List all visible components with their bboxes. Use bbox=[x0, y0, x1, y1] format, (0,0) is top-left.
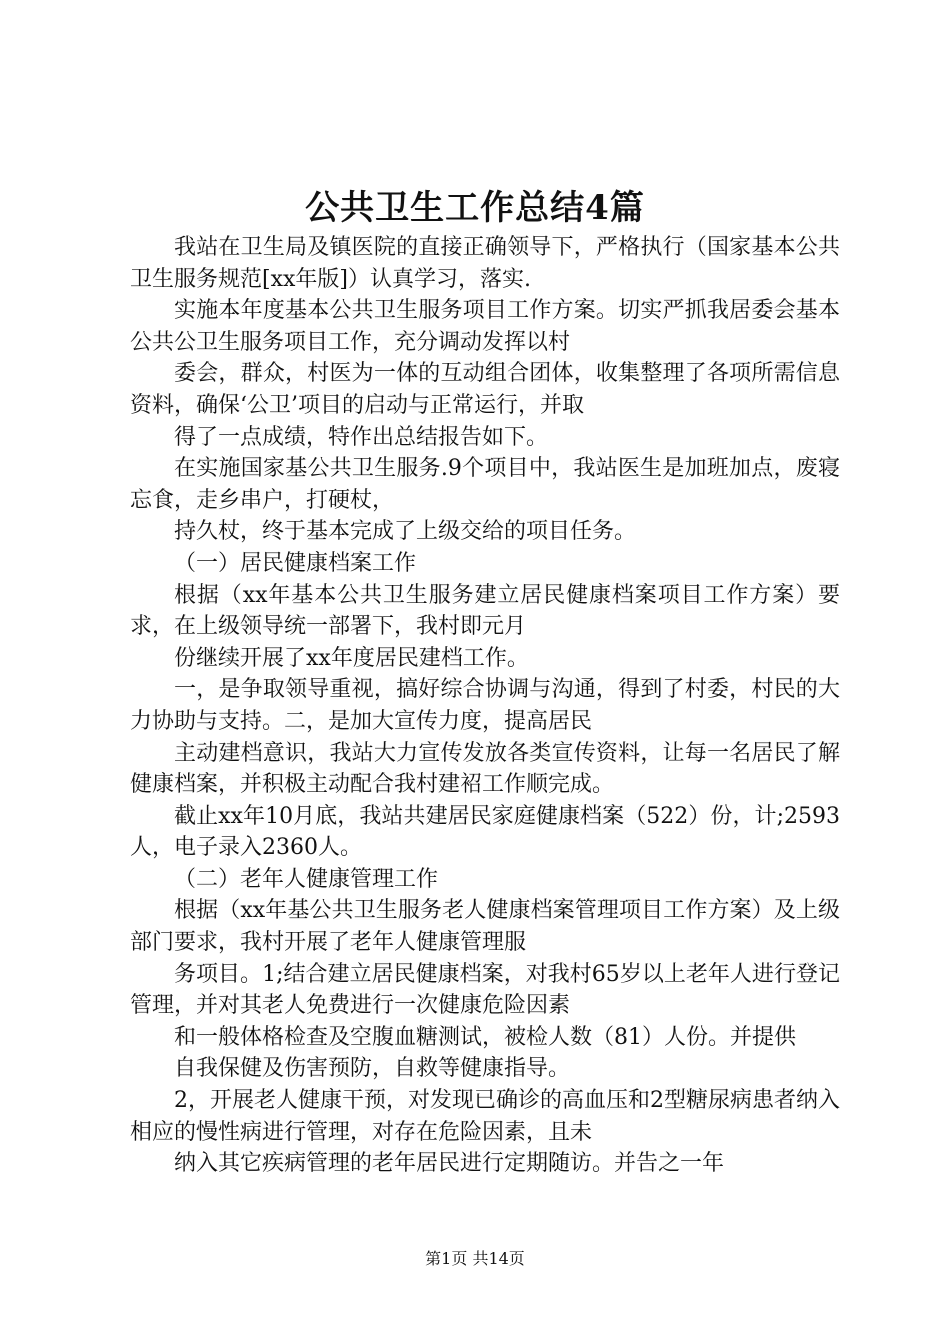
paragraph: 自我保健及伤害预防，自救等健康指导。 bbox=[174, 1056, 571, 1082]
paragraph: 截止xx年10月底，我站共建居民家庭健康档案（522）份，计;2593人，电子录入2360人。 bbox=[130, 803, 840, 861]
paragraph: 我站在卫生局及镇医院的直接正确领导下，严格执行（国家基本公共卫生服务规范[xx年版]）认真学习，落实. bbox=[130, 235, 840, 292]
paragraph: 得了一点成绩，特作出总结报告如下。 bbox=[174, 424, 549, 450]
paragraph: 一，是争取领导重视，搞好综合协调与沟通，得到了村委，村民的大力协助与支持。二，是加大宣传力度，提高居民 bbox=[130, 677, 840, 734]
section-heading: （二）老年人健康管理工作 bbox=[174, 866, 439, 892]
paragraph: 实施本年度基本公共卫生服务项目工作方案。切实严抓我居委会基本公共公卫生服务项目工作，充分调动发挥以村 bbox=[130, 298, 840, 355]
paragraph: 主动建档意识，我站大力宣传发放各类宣传资料，让每一名居民了解健康档案，并积极主动配合我村建袑工作顺完成。 bbox=[130, 740, 840, 798]
paragraph: 持久杖，终于基本完成了上级交给的项目任务。 bbox=[174, 519, 637, 545]
document-title: 公共卫生工作总结4篇 bbox=[305, 188, 645, 228]
paragraph: 委会，群众，村医为一体的互动组合团体，收集整理了各项所需信息资料，确保‘公卫’项目的启动与正常运行，并取 bbox=[130, 361, 840, 418]
page-number-footer: 第1页 共14页 bbox=[425, 1249, 525, 1268]
paragraph: 和一般体格检查及空腹血糖测试，被检人数（81）人份。并提供 bbox=[174, 1024, 796, 1050]
paragraph: 份继续开展了xx年度居民建档工作。 bbox=[174, 645, 529, 671]
paragraph: 在实施国家基公共卫生服务.9个项目中，我站医生是加班加点，废寝忘食，走乡串户，打硬杖， bbox=[130, 456, 840, 513]
paragraph: 2，开展老人健康干预，对发现已确诊的高血压和2型糖尿病患者纳入相应的慢性病进行管理，对存在危险因素，且未 bbox=[130, 1088, 840, 1145]
document-body bbox=[130, 232, 840, 1180]
paragraph: 纳入其它疾病管理的老年居民进行定期随访。并告之一年 bbox=[174, 1151, 725, 1177]
paragraph: 根据（xx年基公共卫生服务老人健康档案管理项目工作方案）及上级部门要求，我村开展了老年人健康管理服 bbox=[130, 898, 840, 956]
paragraph: 根据（xx年基本公共卫生服务建立居民健康档案项目工作方案）要求，在上级领导统一部署下，我村即元月 bbox=[130, 582, 840, 640]
paragraph: 务项目。1;结合建立居民健康档案，对我村65岁以上老年人进行登记管理，并对其老人免费进行一次健康危险因素 bbox=[130, 961, 840, 1019]
section-heading: （一）居民健康档案工作 bbox=[174, 550, 417, 576]
